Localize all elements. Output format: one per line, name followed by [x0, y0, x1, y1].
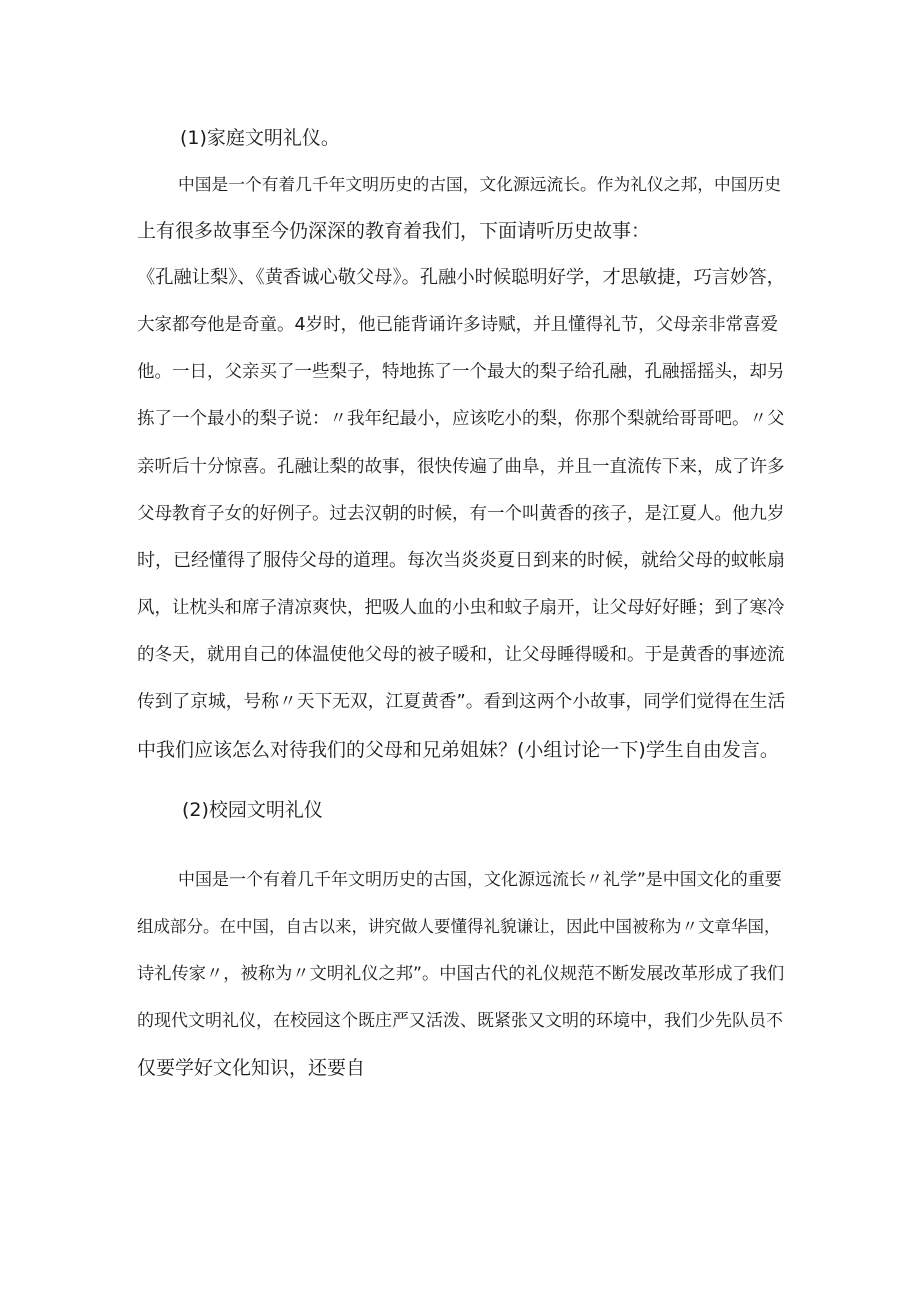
paragraph-line: 《孔融让梨》、《黄香诚心敬父母》。孔融小时候聪明好学，才思敏捷，巧言妙答， — [137, 267, 785, 288]
paragraph-line: 中国是一个有着几千年文明历史的古国，文化源远流长〃礼学”是中国文化的重要 — [178, 870, 782, 890]
paragraph-line: 父母教育子女的好例子。过去汉朝的时候，有一个叫黄香的孩子，是江夏人。他九岁 — [137, 504, 785, 524]
paragraph-line: 中国是一个有着几千年文明历史的古国，文化源远流长。作为礼仪之邦，中国历史 — [178, 174, 782, 194]
paragraph-line: 组成部分。在中国，自古以来，讲究做人要懂得礼貌谦让，因此中国被称为〃文章华国， — [137, 917, 781, 936]
paragraph-line: 的现代文明礼仪，在校园这个既庄严又活泼、既紧张又文明的环境中，我们少先队员不 — [137, 1011, 783, 1031]
paragraph-line: 拣了一个最小的梨子说：〃我年纪最小，应该吃小的梨，你那个梨就给哥哥吧。〃父 — [137, 409, 785, 429]
paragraph-line: 仅要学好文化知识，还要自 — [137, 1057, 366, 1079]
paragraph-line: 传到了京城，号称〃天下无双，江夏黄香”。看到这两个小故事，同学们觉得在生活 — [137, 692, 786, 712]
paragraph-line: 的冬天，就用自己的体温使他父母的被子暖和，让父母睡得暖和。于是黄香的事迹流 — [137, 645, 785, 665]
section1-heading: (1)家庭文明礼仪。 — [180, 127, 340, 149]
section2-heading: (2)校园文明礼仪 — [182, 799, 323, 821]
paragraph-line: 风，让枕头和席子清凉爽快，把吸人血的小虫和蚊子扇开，让父母好好睡；到了寒冷 — [137, 598, 785, 618]
paragraph-line: 诗礼传家〃，被称为〃文明礼仪之邦”。中国古代的礼仪规范不断发展改革形成了我们 — [137, 964, 785, 984]
paragraph-line: 时，已经懂得了服侍父母的道理。每次当炎炎夏日到来的时候，就给父母的蚊帐扇 — [137, 550, 785, 571]
paragraph-line: 大家都夸他是奇童。4岁时，他已能背诵许多诗赋，并且懂得礼节，父母亲非常喜爱 — [137, 315, 779, 335]
paragraph-line: 上有很多故事至今仍深深的教育着我们，下面请听历史故事： — [137, 220, 651, 242]
paragraph-line: 亲听后十分惊喜。孔融让梨的故事，很快传遍了曲阜，并且一直流传下来，成了许多 — [137, 457, 785, 477]
paragraph-line: 中我们应该怎么对待我们的父母和兄弟姐妹？(小组讨论一下)学生自由发言。 — [137, 739, 779, 761]
paragraph-line: 他。一日，父亲买了一些梨子，特地拣了一个最大的梨子给孔融，孔融摇摇头，却另 — [137, 362, 785, 382]
